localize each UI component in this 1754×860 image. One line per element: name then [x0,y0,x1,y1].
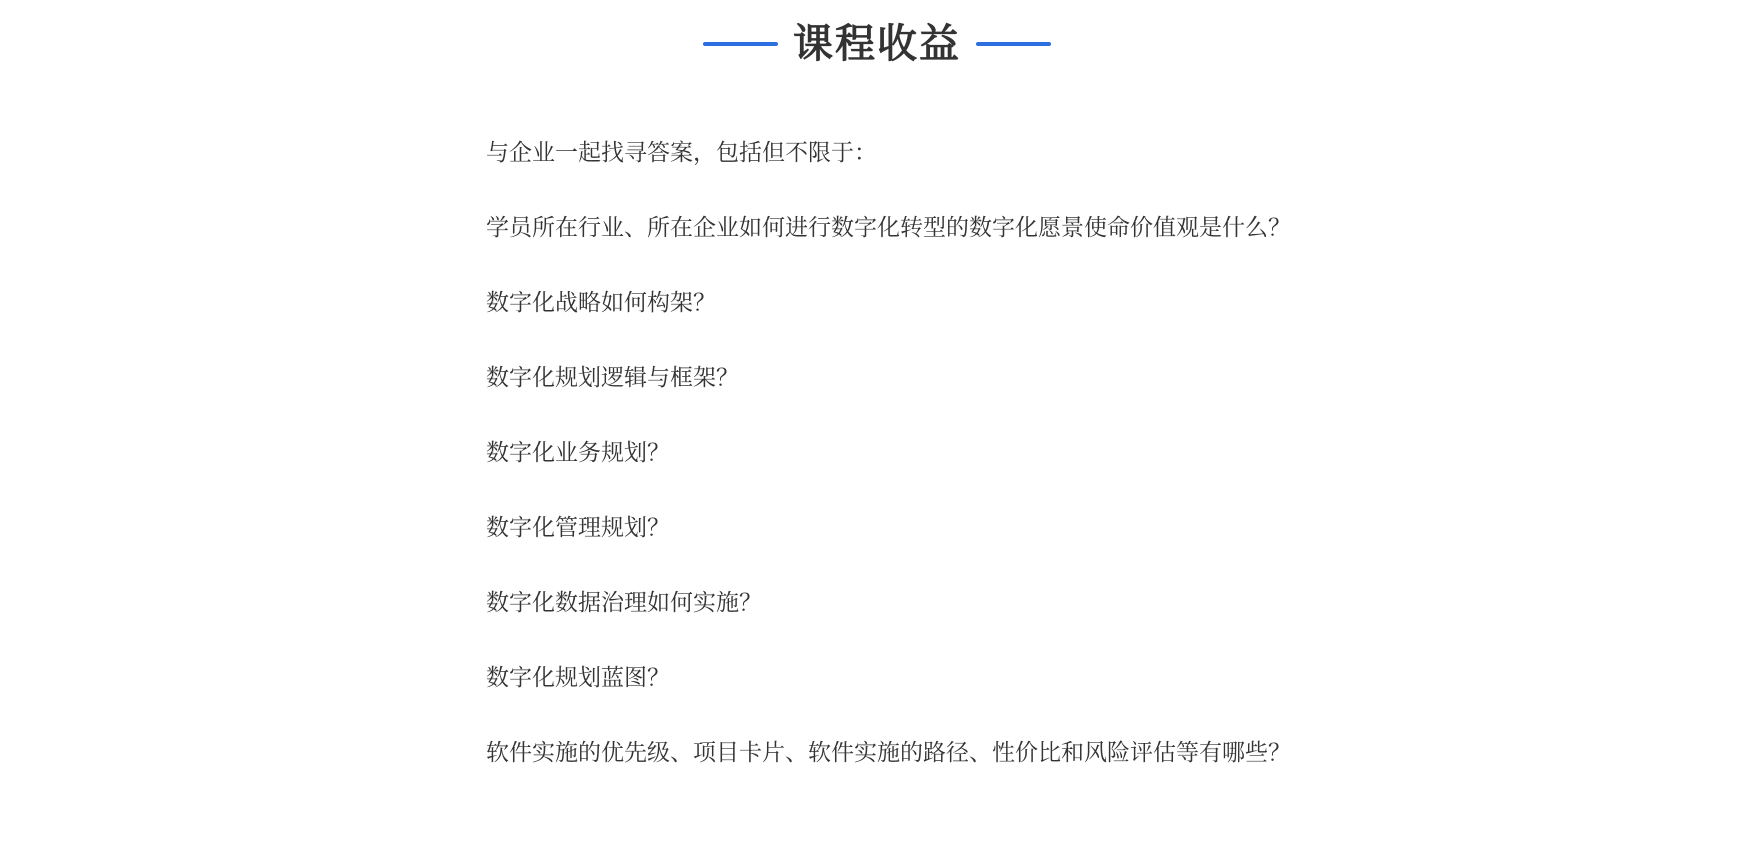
benefit-item: 数字化数据治理如何实施？ [486,590,762,616]
header-left-divider [703,42,778,46]
benefits-content [486,138,1386,813]
intro-text: 与企业一起找寻答案，包括但不限于： [486,140,877,166]
benefit-item: 数字化管理规划？ [486,515,670,541]
benefit-item: 数字化战略如何构架？ [486,290,716,316]
benefit-item: 数字化业务规划？ [486,440,670,466]
benefit-item: 学员所在行业、所在企业如何进行数字化转型的数字化愿景使命价值观是什么？ [486,215,1291,241]
header-right-divider [976,42,1051,46]
section-title: 课程收益 [793,21,961,67]
benefit-item: 数字化规划蓝图？ [486,665,670,691]
section-header [0,22,1754,66]
benefit-item: 数字化规划逻辑与框架？ [486,365,739,391]
benefit-item: 软件实施的优先级、项目卡片、软件实施的路径、性价比和风险评估等有哪些？ [486,740,1291,766]
